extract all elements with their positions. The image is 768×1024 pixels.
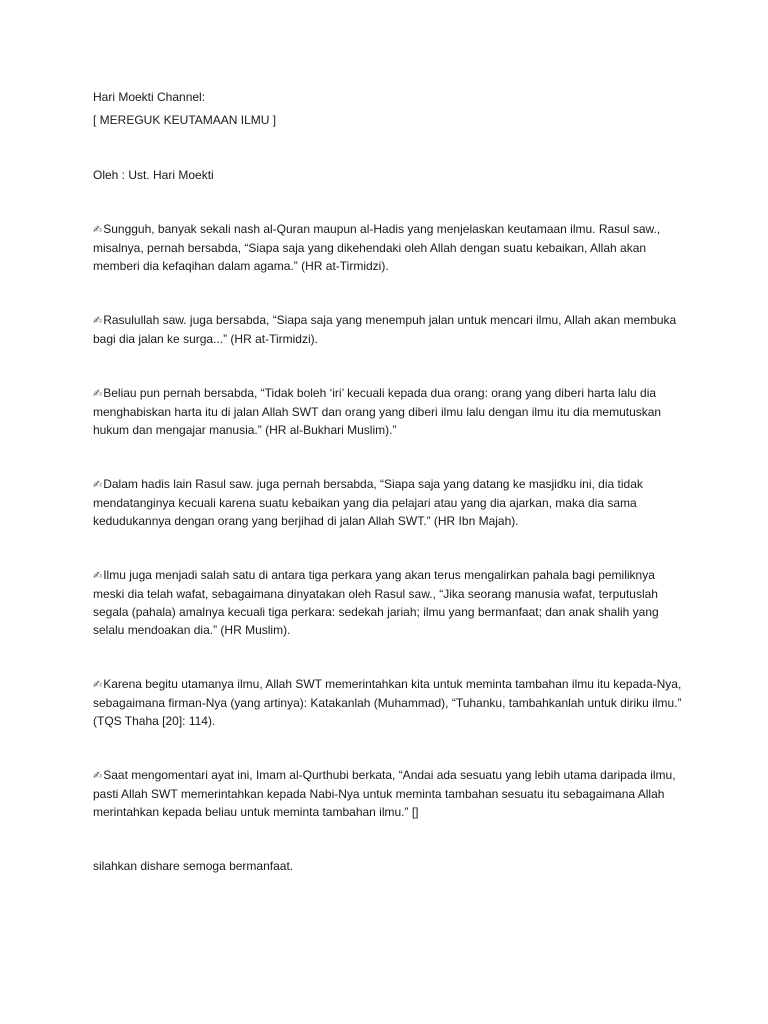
writing-hand-icon: ✍ (93, 570, 103, 582)
writing-hand-icon: ✍ (93, 479, 103, 491)
document-body (93, 88, 683, 875)
channel-title: Hari Moekti Channel: (93, 90, 206, 104)
writing-hand-icon: ✍ (93, 388, 103, 400)
paragraph (93, 566, 683, 639)
paragraph (93, 766, 683, 821)
paragraph (93, 220, 683, 275)
paragraph-text: Beliau pun pernah bersabda, “Tidak boleh ‘iri’ kecuali kepada dua orang: orang yang diberi harta lalu dia menghabiskan harta itu di jalan Allah SWT dan orang yang diberi ilmu lalu dengan ilmu itu dia memutuskan hukum dan mengajar manusia.” (HR al-Bukhari Muslim).” (93, 386, 662, 437)
writing-hand-icon: ✍ (93, 679, 103, 691)
paragraph (93, 311, 683, 348)
writing-hand-icon: ✍ (93, 770, 103, 782)
article-title: [ MEREGUK KEUTAMAAN ILMU ] (93, 113, 277, 127)
author-line: Oleh : Ust. Hari Moekti (93, 168, 214, 182)
paragraph-text: Sungguh, banyak sekali nash al-Quran maupun al-Hadis yang menjelaskan keutamaan ilmu. Rasul saw., misalnya, pernah bersabda, “Siapa saja yang dikehendaki oleh Allah dengan suatu kebaikan, Allah akan memberi dia kefaqihan dalam agama.” (HR at-Tirmidzi). (93, 222, 661, 273)
spacer (93, 129, 683, 166)
paragraph (93, 384, 683, 439)
paragraph-text: Rasulullah saw. juga bersabda, “Siapa saja yang menempuh jalan untuk mencari ilmu, Allah akan membuka bagi dia jalan ke surga...” (HR at-Tirmidzi). (93, 313, 677, 346)
paragraph-text: Dalam hadis lain Rasul saw. juga pernah bersabda, “Siapa saja yang datang ke masjidku ini, dia tidak mendatanginya kecuali karena suatu kebaikan yang dia pelajari atau yang dia ajarkan, maka dia sama kedudukannya dengan orang yang berjihad di jalan Allah SWT.” (HR Ibn Majah). (93, 477, 643, 528)
paragraph-text: Saat mengomentari ayat ini, Imam al-Qurthubi berkata, “Andai ada sesuatu yang lebih utama daripada ilmu, pasti Allah SWT memerintahkan kepada Nabi-Nya untuk meminta tambahan sesuatu itu sebagaimana Allah merintahkan kepada beliau untuk meminta tambahan ilmu.” [] (93, 768, 676, 819)
paragraph-text: Karena begitu utamanya ilmu, Allah SWT memerintahkan kita untuk meminta tambahan ilmu itu kepada-Nya, sebagaimana firman-Nya (yang artinya): Katakanlah (Muhammad), “Tuhanku, tambahkanlah untuk diriku ilmu.” (TQS Thaha [20]: 114). (93, 677, 682, 728)
paragraph-text: Ilmu juga menjadi salah satu di antara tiga perkara yang akan terus mengalirkan pahala bagi pemiliknya meski dia telah wafat, sebagaimana dinyatakan oleh Rasul saw., “Jika seorang manusia wafat, terputuslah segala (pahala) amalnya kecuali tiga perkara: sedekah jariah; ilmu yang bermanfaat; dan anak shalih yang selalu mendoakan dia.” (HR Muslim). (93, 568, 659, 637)
writing-hand-icon: ✍ (93, 315, 103, 327)
paragraph (93, 675, 683, 730)
spacer (93, 184, 683, 220)
paragraph (93, 475, 683, 530)
writing-hand-icon: ✍ (93, 224, 103, 236)
closing-line: silahkan dishare semoga bermanfaat. (93, 859, 294, 873)
